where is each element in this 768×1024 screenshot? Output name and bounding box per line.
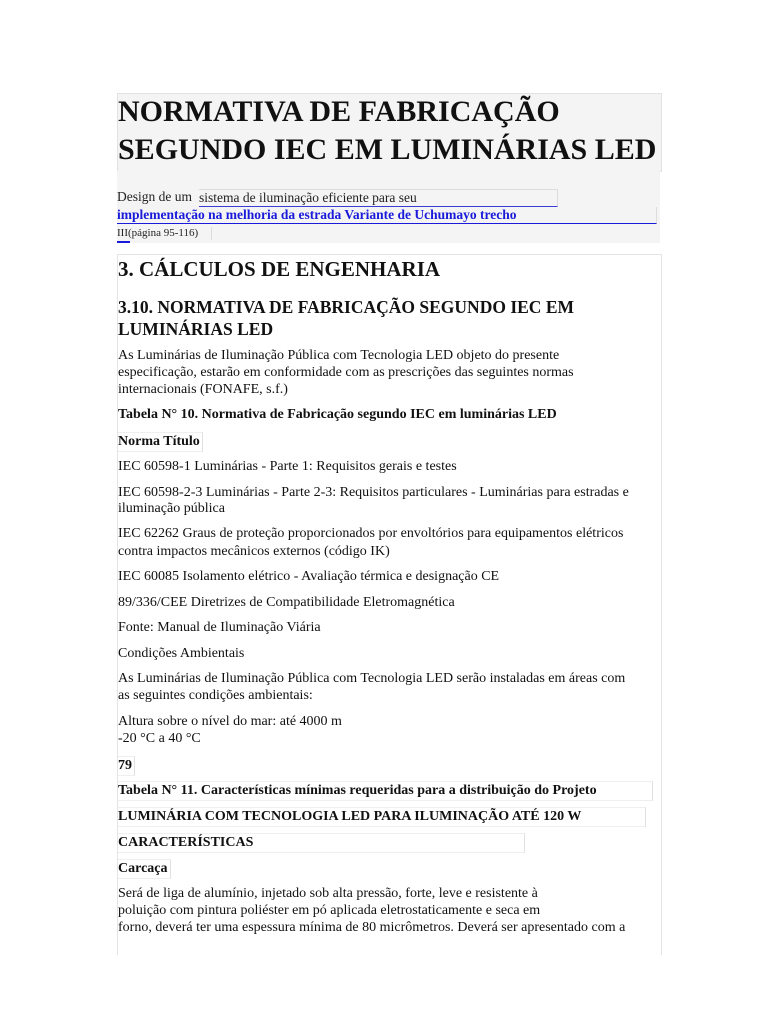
housing-line-3: forno, deverá ter uma espessura mínima de 80 micrômetros. Deverá ser apresentado com a: [118, 920, 626, 935]
subsection-heading-line-2: LUMINÁRIAS LED: [118, 319, 274, 339]
subsection-heading-line-1: 3.10. NORMATIVA DE FABRICAÇÃO SEGUNDO IEC EM: [118, 297, 575, 317]
env-line-2: as seguintes condições ambientais:: [118, 688, 313, 703]
env-line-1: As Luminárias de Iluminação Pública com Tecnologia LED serão instaladas em áreas com: [118, 671, 626, 686]
link-underline: [117, 241, 130, 243]
table10-title: Tabela N° 10. Normativa de Fabricação segundo IEC em luminárias LED: [118, 407, 557, 422]
document-title: [118, 93, 718, 169]
table11-title: Tabela N° 11. Características mínimas requeridas para a distribuição do Projeto: [118, 781, 653, 801]
norm-row-2-line-2: iluminação pública: [118, 501, 225, 516]
intro-line-2: especificação, estarão em conformidade com as prescrições das seguintes normas: [118, 365, 574, 380]
subtitle-link-2[interactable]: implementação na melhoria da estrada Variante de Uchumayo trecho: [117, 207, 657, 224]
intro-line-1: As Luminárias de Iluminação Pública com Tecnologia LED objeto do presente: [118, 348, 560, 363]
page-number: 79: [118, 756, 135, 776]
subtitle-page-range: III(página 95-116): [117, 227, 212, 240]
housing-line-2: poluição com pintura poliéster em pó aplicada eletrostaticamente e seca em: [118, 903, 541, 918]
characteristics-heading: CARACTERÍSTICAS: [118, 833, 525, 853]
housing-heading: Carcaça: [118, 859, 171, 879]
temperature-text: -20 °C a 40 °C: [118, 731, 201, 746]
norm-row-2-line-1: IEC 60598-2-3 Luminárias - Parte 2-3: Requisitos particulares - Luminárias para estradas e: [118, 485, 629, 500]
table10-source: Fonte: Manual de Iluminação Viária: [118, 620, 321, 635]
intro-line-3: internacionais (FONAFE, s.f.): [118, 382, 288, 397]
norm-row-5: 89/336/CEE Diretrizes de Compatibilidade Eletromagnética: [118, 595, 455, 610]
housing-line-1: Será de liga de alumínio, injetado sob alta pressão, forte, leve e resistente à: [118, 886, 538, 901]
luminaire-heading: LUMINÁRIA COM TECNOLOGIA LED PARA ILUMINAÇÃO ATÉ 120 W: [118, 807, 646, 827]
altitude-text: Altura sobre o nível do mar: até 4000 m: [118, 714, 342, 729]
norm-row-3-line-1: IEC 62262 Graus de proteção proporcionados por envoltórios para equipamentos elétricos: [118, 526, 624, 541]
norm-row-4: IEC 60085 Isolamento elétrico - Avaliação térmica e designação CE: [118, 569, 500, 584]
title-line-1: NORMATIVA DE FABRICAÇÃO: [118, 95, 560, 128]
subtitle-prefix: Design de um: [117, 189, 192, 204]
table10-header: Norma Título: [118, 432, 203, 452]
title-line-2: SEGUNDO IEC EM LUMINÁRIAS LED: [118, 133, 657, 166]
subtitle-link-1[interactable]: sistema de iluminação eficiente para seu: [199, 189, 558, 207]
section-heading: 3. CÁLCULOS DE ENGENHARIA: [118, 257, 441, 281]
env-heading: Condições Ambientais: [118, 646, 245, 661]
norm-row-1: IEC 60598-1 Luminárias - Parte 1: Requisitos gerais e testes: [118, 459, 457, 474]
norm-row-3-line-2: contra impactos mecânicos externos (código IK): [118, 544, 390, 559]
